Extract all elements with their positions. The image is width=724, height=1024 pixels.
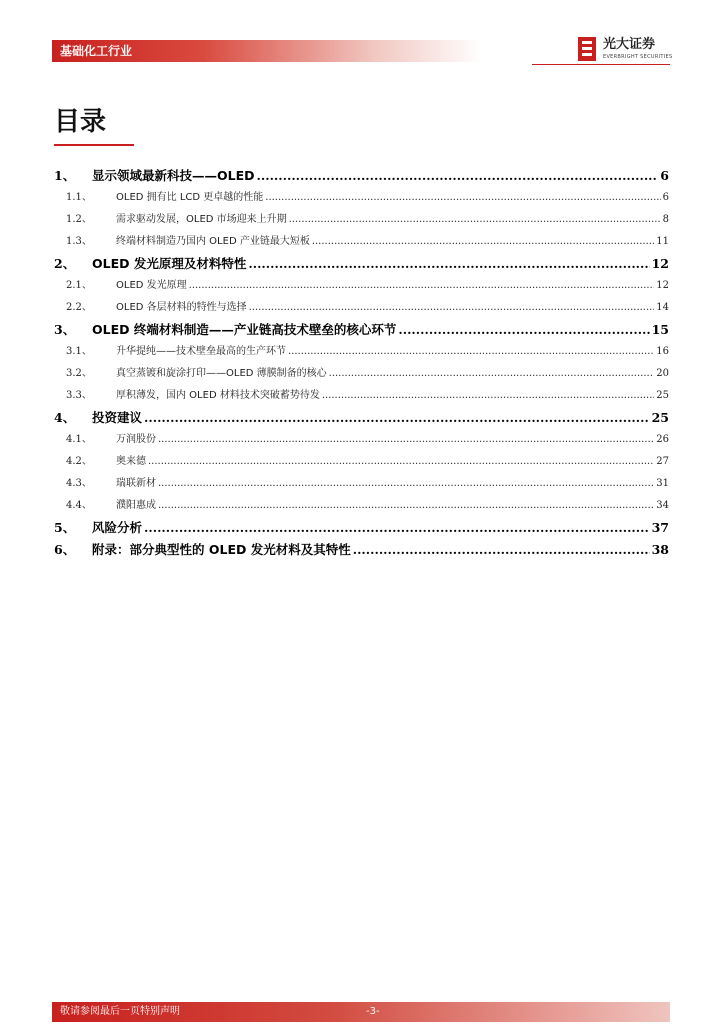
toc-section-entry[interactable]: [54, 540, 669, 562]
footer-banner: [52, 1002, 670, 1022]
toc-entry-title: 厚积薄发，国内 OLED 材料技术突破蓄势待发: [116, 390, 320, 401]
toc-entry-title: OLED 各层材料的特性与选择: [116, 302, 247, 313]
toc-entry-title: 万润股份: [116, 434, 156, 445]
toc-entry-page: 6: [660, 168, 669, 183]
toc-entry-title: 濮阳惠成: [116, 500, 156, 511]
toc-section-entry[interactable]: [54, 320, 669, 342]
toc-entry-number: 4、: [54, 410, 76, 425]
toc-entry-page: 11: [656, 236, 669, 247]
toc-entry-number: 6、: [54, 542, 76, 557]
toc-dot-leader: [288, 346, 654, 357]
toc-dot-leader: [144, 410, 650, 425]
header-divider: [532, 64, 670, 65]
toc-entry-title: 瑞联新材: [116, 478, 156, 489]
toc-section-entry[interactable]: [54, 166, 669, 188]
page-title: 目录: [54, 107, 107, 137]
toc-dot-leader: [265, 192, 660, 203]
toc-dot-leader: [158, 478, 654, 489]
toc-entry-number: 4.3、: [66, 478, 92, 489]
toc-entry-page: 8: [662, 214, 669, 225]
toc-entry-page: 14: [656, 302, 669, 313]
toc-subsection-entry[interactable]: [54, 232, 669, 254]
page-number: -3-: [366, 1006, 380, 1017]
toc-entry-title: OLED 发光原理及材料特性: [92, 256, 247, 271]
toc-dot-leader: [289, 214, 661, 225]
toc-subsection-entry[interactable]: [54, 342, 669, 364]
toc-entry-title: 升华提纯——技术壁垒最高的生产环节: [116, 346, 286, 357]
toc-entry-page: 12: [656, 280, 669, 291]
toc-section-entry[interactable]: [54, 254, 669, 276]
toc-section-entry[interactable]: [54, 408, 669, 430]
toc-entry-number: 2、: [54, 256, 76, 271]
toc-entry-number: 1.3、: [66, 236, 92, 247]
toc-entry-number: 5、: [54, 520, 76, 535]
header-banner: [52, 40, 482, 62]
toc-dot-leader: [189, 280, 655, 291]
toc-entry-number: 3、: [54, 322, 76, 337]
toc-dot-leader: [329, 368, 655, 379]
toc-dot-leader: [312, 236, 654, 247]
toc-entry-title: 附录：部分典型性的 OLED 发光材料及其特性: [92, 542, 351, 557]
toc-subsection-entry[interactable]: [54, 298, 669, 320]
toc-entry-page: 12: [651, 256, 669, 271]
toc-entry-page: 16: [656, 346, 669, 357]
toc-entry-title: 投资建议: [92, 410, 143, 425]
toc-entry-page: 25: [651, 410, 669, 425]
toc-entry-number: 1、: [54, 168, 76, 183]
toc-dot-leader: [322, 390, 654, 401]
toc-entry-title: 风险分析: [92, 520, 143, 535]
toc-subsection-entry[interactable]: [54, 364, 669, 386]
toc-entry-title: 终端材料制造乃国内 OLED 产业链最大短板: [116, 236, 310, 247]
everbright-logo-icon: [578, 37, 596, 61]
toc-entry-number: 1.2、: [66, 214, 92, 225]
toc-subsection-entry[interactable]: [54, 188, 669, 210]
toc-subsection-entry[interactable]: [54, 210, 669, 232]
toc-dot-leader: [353, 542, 650, 557]
toc-entry-page: 34: [656, 500, 669, 511]
logo-english-name: EVERBRIGHT SECURITIES: [603, 54, 673, 60]
toc-dot-leader: [249, 302, 655, 313]
toc-entry-page: 25: [656, 390, 669, 401]
company-logo: [578, 37, 673, 63]
toc-entry-title: OLED 拥有比 LCD 更卓越的性能: [116, 192, 264, 203]
toc-subsection-entry[interactable]: [54, 452, 669, 474]
toc-entry-number: 4.1、: [66, 434, 92, 445]
toc-entry-number: 1.1、: [66, 192, 92, 203]
toc-entry-page: 15: [651, 322, 669, 337]
logo-chinese-name: 光大证券: [603, 37, 656, 52]
toc-entry-number: 2.1、: [66, 280, 92, 291]
toc-entry-page: 37: [651, 520, 669, 535]
toc-entry-number: 3.3、: [66, 390, 92, 401]
toc-dot-leader: [148, 456, 654, 467]
toc-entry-number: 2.2、: [66, 302, 92, 313]
industry-category: 基础化工行业: [60, 44, 133, 58]
toc-entry-page: 6: [662, 192, 669, 203]
toc-dot-leader: [158, 500, 654, 511]
toc-subsection-entry[interactable]: [54, 474, 669, 496]
toc-entry-title: 需求驱动发展，OLED 市场迎来上升期: [116, 214, 287, 225]
toc-entry-page: 26: [656, 434, 669, 445]
toc-subsection-entry[interactable]: [54, 276, 669, 298]
table-of-contents: [54, 166, 669, 562]
toc-entry-title: OLED 终端材料制造——产业链高技术壁垒的核心环节: [92, 322, 397, 337]
toc-dot-leader: [248, 256, 649, 271]
toc-entry-title: OLED 发光原理: [116, 280, 187, 291]
toc-subsection-entry[interactable]: [54, 386, 669, 408]
disclaimer-note: 敬请参阅最后一页特别声明: [60, 1006, 180, 1017]
toc-entry-title: 奥来德: [116, 456, 146, 467]
toc-entry-title: 真空蒸镀和旋涂打印——OLED 薄膜制备的核心: [116, 368, 327, 379]
toc-dot-leader: [158, 434, 654, 445]
title-underline: [54, 144, 134, 146]
toc-dot-leader: [257, 168, 659, 183]
toc-entry-title: 显示领域最新科技——OLED: [92, 168, 255, 183]
toc-dot-leader: [144, 520, 650, 535]
toc-entry-page: 27: [656, 456, 669, 467]
toc-subsection-entry[interactable]: [54, 496, 669, 518]
toc-entry-page: 20: [656, 368, 669, 379]
toc-entry-number: 3.2、: [66, 368, 92, 379]
toc-entry-page: 31: [656, 478, 669, 489]
toc-entry-number: 4.2、: [66, 456, 92, 467]
toc-entry-number: 3.1、: [66, 346, 92, 357]
toc-dot-leader: [398, 322, 649, 337]
toc-entry-number: 4.4、: [66, 500, 92, 511]
toc-subsection-entry[interactable]: [54, 430, 669, 452]
toc-entry-page: 38: [651, 542, 669, 557]
toc-section-entry[interactable]: [54, 518, 669, 540]
